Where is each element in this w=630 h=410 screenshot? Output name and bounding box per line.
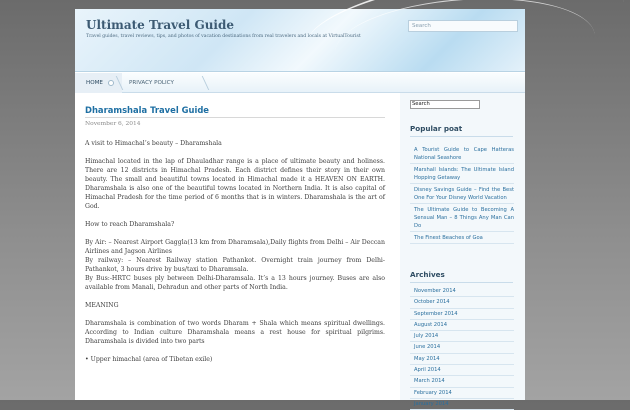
sidebar xyxy=(400,93,525,407)
archive-link[interactable]: October 2014 xyxy=(410,297,514,308)
post-title-link[interactable]: Dharamshala Travel Guide xyxy=(85,105,385,118)
main-content xyxy=(85,105,385,400)
post-paragraph: By Bus:-HRTC buses ply between Delhi-Dharamsala. It’s a 13 hours journey. Buses are also available from Manali, Dehradun and other parts of North India. xyxy=(85,275,385,291)
nav-separator xyxy=(108,76,124,90)
popular-post-link[interactable]: The Ultimate Guide to Becoming A Sensual Man – 8 Things Any Man Can Do xyxy=(410,204,514,232)
header-search-input[interactable]: Search xyxy=(408,20,518,32)
archives-list xyxy=(410,286,514,410)
post-paragraph: Himachal located in the lap of Dhauladhar range is a place of ultimate beauty and holiness. There are 12 districts in Himachal Pradesh. Each district defines their story in their own beauty. The small and beautiful towns located in Himachal made it a HEAVEN ON EARTH. Dharamshala is also one of the beautiful towns located in Northern India. It is also capital of Himachal Pradesh for the time period of 6 months that is in winters. Dharamshala is the art of God. xyxy=(85,158,385,210)
post-body xyxy=(85,139,385,364)
post-paragraph: By Air: – Nearest Airport Gaggla(13 km from Dharamsala),Daily flights from Delhi – Air Deccan Airlines and Jagson Airlines xyxy=(85,239,385,255)
popular-post-link[interactable]: A Tourist Guide to Cape Hatteras National Seashore xyxy=(410,144,514,164)
popular-post-link[interactable]: The Finest Beaches of Goa xyxy=(410,232,514,244)
archive-link[interactable]: February 2014 xyxy=(410,388,514,399)
archive-link[interactable]: November 2014 xyxy=(410,286,514,297)
post-paragraph: MEANING xyxy=(85,302,119,309)
post-paragraph: A visit to Himachal’s beauty – Dharamshala xyxy=(85,140,222,147)
widget-title-archives: Archives xyxy=(410,270,513,283)
post-paragraph: Dharamshala is combination of two words Dharam + Shala which means spiritual dwellings. According to Indian culture Dharamshala means a rest house for spiritual pilgrims. Dharamshala is divided into two parts xyxy=(85,320,385,345)
archive-link[interactable]: May 2014 xyxy=(410,354,514,365)
widget-title-popular: Popular poat xyxy=(410,124,513,137)
nav-item-home[interactable] xyxy=(75,73,122,93)
popular-post-link[interactable]: Disney Savings Guide – Find the Best One For Your Disney World Vacation xyxy=(410,184,514,204)
nav-separator xyxy=(194,76,210,90)
archive-link[interactable]: March 2014 xyxy=(410,376,514,387)
main-navigation xyxy=(75,73,525,93)
archive-link[interactable]: September 2014 xyxy=(410,309,514,320)
nav-item-label: PRIVACY POLICY xyxy=(129,80,174,86)
page-container xyxy=(75,9,525,407)
post-paragraph: By railway: – Nearest Railway station Pathankot. Overnight train journey from Delhi-Pathankot, 3 hours drive by bus/taxi to Dharamsala. xyxy=(85,257,385,273)
popular-post-link[interactable]: Marshall Islands: The Ultimate Island Hopping Getaway xyxy=(410,164,514,184)
archive-link[interactable]: June 2014 xyxy=(410,342,514,353)
post-paragraph: • Upper himachal (area of Tibetan exile) xyxy=(85,356,213,363)
popular-posts-list xyxy=(410,144,514,244)
sidebar-search-input[interactable]: Search xyxy=(410,100,480,109)
site-description: Travel guides, travel reviews, tips, and photos of vacation destinations from real travelers and locals at VirtualTourist xyxy=(86,34,361,39)
nav-item-privacy-policy[interactable] xyxy=(129,78,199,88)
nav-item-label: HOME xyxy=(86,80,103,86)
post-date: November 6, 2014 xyxy=(85,121,141,127)
post-paragraph: How to reach Dharamshala? xyxy=(85,221,175,228)
archive-link[interactable]: July 2014 xyxy=(410,331,514,342)
site-header xyxy=(75,9,525,72)
site-title[interactable]: Ultimate Travel Guide xyxy=(86,18,235,32)
archive-link[interactable]: August 2014 xyxy=(410,320,514,331)
archive-link[interactable]: April 2014 xyxy=(410,365,514,376)
archive-link[interactable]: January 2014 xyxy=(410,399,514,410)
